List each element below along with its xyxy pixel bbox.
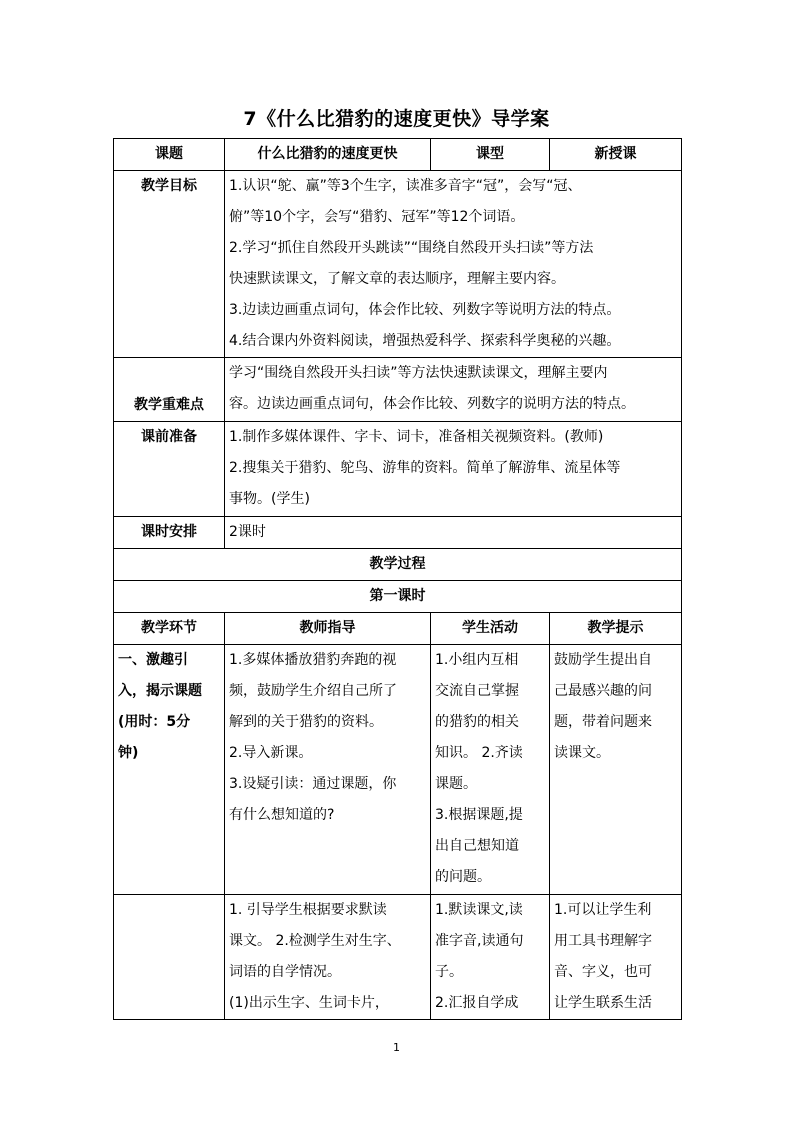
page-number: 1 [393,1041,400,1054]
student-line: 准字音,读通句 [435,933,524,949]
key-point-line: 学习“围绕自然段开头扫读”等方法快速默读课文，理解主要内 [229,365,608,381]
student-line: 的问题。 [435,869,491,885]
teacher-line: 3.设疑引读：通过课题，你 [229,776,397,792]
tips-line: 用工具书理解字 [554,933,652,949]
preparation-line: 1.制作多媒体课件、字卡、词卡，准备相关视频资料。(教师) [229,429,604,445]
teacher-line: 1. 引导学生根据要求默读 [229,902,387,918]
key-points-row [114,358,682,422]
topic-value: 什么比猎豹的速度更快 [225,139,431,171]
objective-line: 2.学习“抓住自然段开头跳读”“围绕自然段开头扫读”等方法 [229,240,594,256]
student-line: 1.小组内互相 [435,652,519,668]
stage-cell [114,645,225,895]
teacher-cell [225,895,431,1020]
student-line: 知识。 2.齐读 [435,745,523,761]
teacher-line: 1.多媒体播放猎豹奔跑的视 [229,652,397,668]
objective-line: 1.认识“鸵、赢”等3个生字，读准多音字“冠”，会写“冠、 [229,178,582,194]
student-line: 2.汇报自学成 [435,995,519,1011]
student-line: 课题。 [435,776,477,792]
header-row [114,139,682,171]
tips-cell [550,645,682,895]
tips-line: 1.可以让学生利 [554,902,652,918]
tips-cell [550,895,682,1020]
teacher-line: (1)出示生字、生词卡片， [229,995,389,1011]
column-tips: 教学提示 [550,613,682,645]
student-cell [431,895,550,1020]
tips-line: 音、字义，也可 [554,964,652,980]
key-point-line: 容。边读边画重点词句，体会作比较、列数字的说明方法的特点。 [229,396,635,412]
type-label: 课型 [431,139,550,171]
student-cell [431,645,550,895]
objectives-label: 教学目标 [114,171,225,358]
preparation-line: 2.搜集关于猎豹、鸵鸟、游隼的资料。简单了解游隼、流星体等 [229,460,621,476]
tips-line: 读课文。 [554,745,610,761]
stage-cell [114,895,225,1020]
teacher-line: 课文。 2.检测学生对生字、 [229,933,401,949]
student-line: 3.根据课题,提 [435,807,523,823]
objective-line: 俯”等10个字，会写“猎豹、冠军”等12个词语。 [229,209,525,225]
preparation-label: 课前准备 [114,422,225,517]
column-stage: 教学环节 [114,613,225,645]
objectives-content [225,171,682,358]
tips-line: 题，带着问题来 [554,714,652,730]
student-line: 1.默读课文,读 [435,902,523,918]
tips-line: 鼓励学生提出自 [554,652,652,668]
teacher-line: 词语的自学情况。 [229,964,341,980]
preparation-line: 事物。(学生) [229,491,310,507]
preparation-content [225,422,682,517]
schedule-row [114,517,682,549]
objectives-row [114,171,682,358]
student-line: 交流自己掌握 [435,683,519,699]
stage-line: 一、激趣引 [118,652,188,668]
lesson-heading: 第一课时 [114,581,682,613]
preparation-row [114,422,682,517]
stage-line: 入，揭示课题 [118,683,202,699]
type-value: 新授课 [550,139,682,171]
lesson-heading-row [114,581,682,613]
teacher-line: 有什么想知道的? [229,807,335,823]
column-header-row [114,613,682,645]
lesson-plan-table [113,138,682,1020]
schedule-label: 课时安排 [114,517,225,549]
topic-label: 课题 [114,139,225,171]
key-points-content [225,358,682,422]
student-line: 的猎豹的相关 [435,714,519,730]
process-heading: 教学过程 [114,549,682,581]
stage-line: 钟) [118,745,139,761]
stage-line: (用时：5分 [118,714,191,730]
schedule-value: 2课时 [225,517,682,549]
table-row [114,895,682,1020]
table-row [114,645,682,895]
document-title: 7《什么比猎豹的速度更快》导学案 [243,108,550,130]
teacher-line: 频，鼓励学生介绍自己所了 [229,683,397,699]
objective-line: 快速默读课文，了解文章的表达顺序，理解主要内容。 [229,271,565,287]
teacher-line: 2.导入新课。 [229,745,313,761]
student-line: 子。 [435,964,463,980]
process-heading-row [114,549,682,581]
tips-line: 己最感兴趣的问 [554,683,652,699]
teacher-cell [225,645,431,895]
column-teacher: 教师指导 [225,613,431,645]
objective-line: 3.边读边画重点词句，体会作比较、列数字等说明方法的特点。 [229,302,621,318]
teacher-line: 解到的关于猎豹的资料。 [229,714,383,730]
student-line: 出自己想知道 [435,838,519,854]
key-points-label: 教学重难点 [114,358,225,422]
tips-line: 让学生联系生活 [554,995,652,1011]
column-student: 学生活动 [431,613,550,645]
objective-line: 4.结合课内外资料阅读，增强热爱科学、探索科学奥秘的兴趣。 [229,333,621,349]
